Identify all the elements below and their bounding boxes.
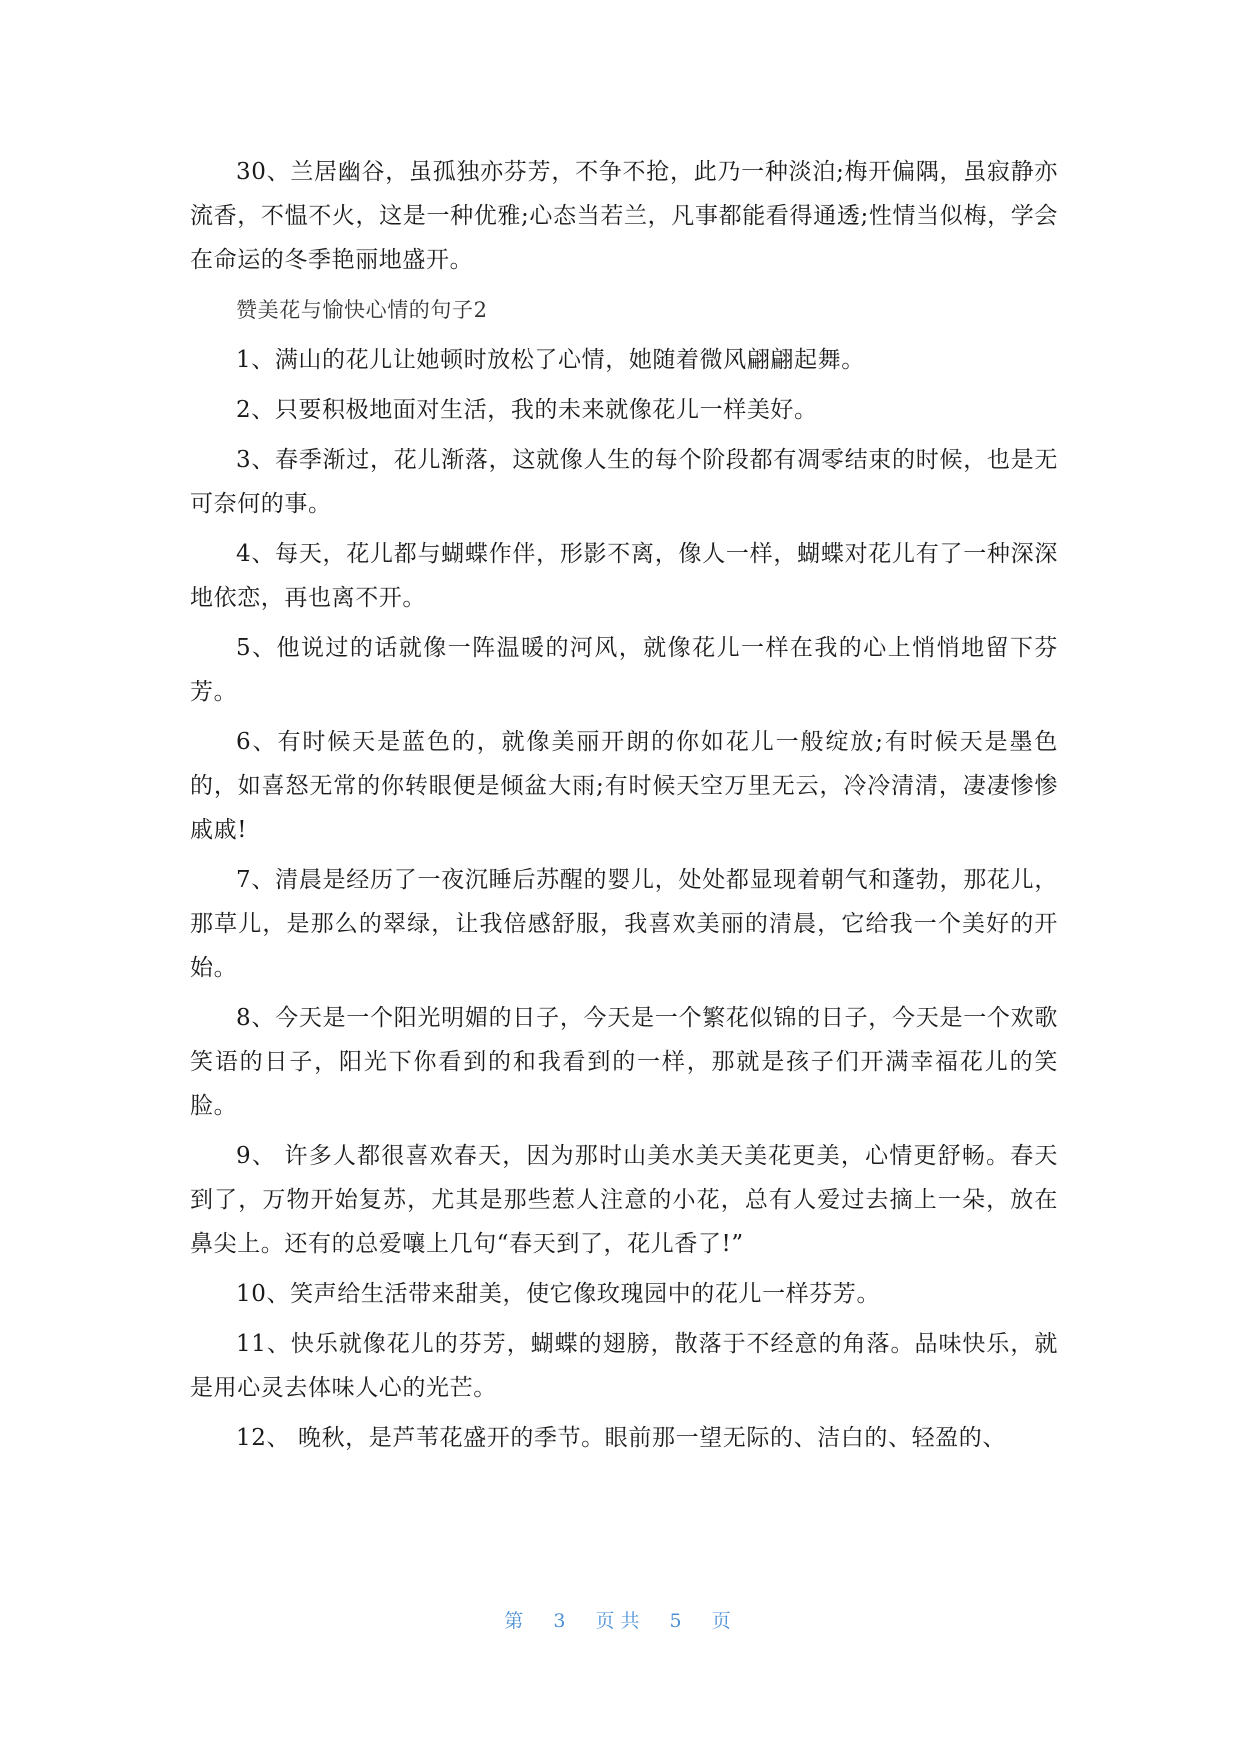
paragraph-5: 5、他说过的话就像一阵温暖的河风，就像花儿一样在我的心上悄悄地留下芬芳。 [190,635,1058,705]
section-title: 赞美花与愉快心情的句子2 [236,298,488,322]
footer-prefix: 第 [504,1610,530,1632]
footer-current-page: 3 [553,1610,572,1632]
paragraph-1: 1、满山的花儿让她顿时放松了心情，她随着微风翩翩起舞。 [236,347,865,373]
document-page [190,150,1058,1466]
footer-suffix: 页 [711,1610,737,1632]
paragraph-11: 11、快乐就像花儿的芬芳，蝴蝶的翅膀，散落于不经意的角落。品味快乐，就是用心灵去体味人心的光芒。 [190,1331,1058,1401]
paragraph-7: 7、清晨是经历了一夜沉睡后苏醒的婴儿，处处都显现着朝气和蓬勃，那花儿，那草儿，是那么的翠绿，让我倍感舒服，我喜欢美丽的清晨，它给我一个美好的开始。 [190,867,1058,981]
footer-middle: 页共 [595,1610,646,1632]
paragraph-12: 12、 晚秋，是芦苇花盛开的季节。眼前那一望无际的、洁白的、轻盈的、 [236,1425,1006,1451]
page-footer [0,1606,1241,1633]
paragraph-3: 3、春季渐过，花儿渐落，这就像人生的每个阶段都有凋零结束的时候，也是无可奈何的事。 [190,447,1058,517]
paragraph-2: 2、只要积极地面对生活，我的未来就像花儿一样美好。 [236,397,818,423]
paragraph-10: 10、笑声给生活带来甜美，使它像玫瑰园中的花儿一样芬芳。 [236,1281,881,1307]
paragraph-30: 30、兰居幽谷，虽孤独亦芬芳，不争不抢，此乃一种淡泊;梅开偏隅，虽寂静亦流香，不愠不火，这是一种优雅;心态当若兰，凡事都能看得通透;性情当似梅，学会在命运的冬季艳丽地盛开。 [190,159,1058,273]
paragraph-8: 8、今天是一个阳光明媚的日子，今天是一个繁花似锦的日子，今天是一个欢歌笑语的日子，阳光下你看到的和我看到的一样，那就是孩子们开满幸福花儿的笑脸。 [190,1005,1058,1119]
paragraph-6: 6、有时候天是蓝色的，就像美丽开朗的你如花儿一般绽放;有时候天是墨色的，如喜怒无常的你转眼便是倾盆大雨;有时候天空万里无云，冷冷清清，凄凄惨惨戚戚! [190,729,1058,843]
paragraph-9: 9、 许多人都很喜欢春天，因为那时山美水美天美花更美，心情更舒畅。春天到了，万物开始复苏，尤其是那些惹人注意的小花，总有人爱过去摘上一朵，放在鼻尖上。还有的总爱嚷上几句“春天到了，花儿香了!” [190,1143,1058,1257]
footer-total-pages: 5 [669,1610,688,1632]
paragraph-4: 4、每天，花儿都与蝴蝶作伴，形影不离，像人一样，蝴蝶对花儿有了一种深深地依恋，再也离不开。 [190,541,1058,611]
